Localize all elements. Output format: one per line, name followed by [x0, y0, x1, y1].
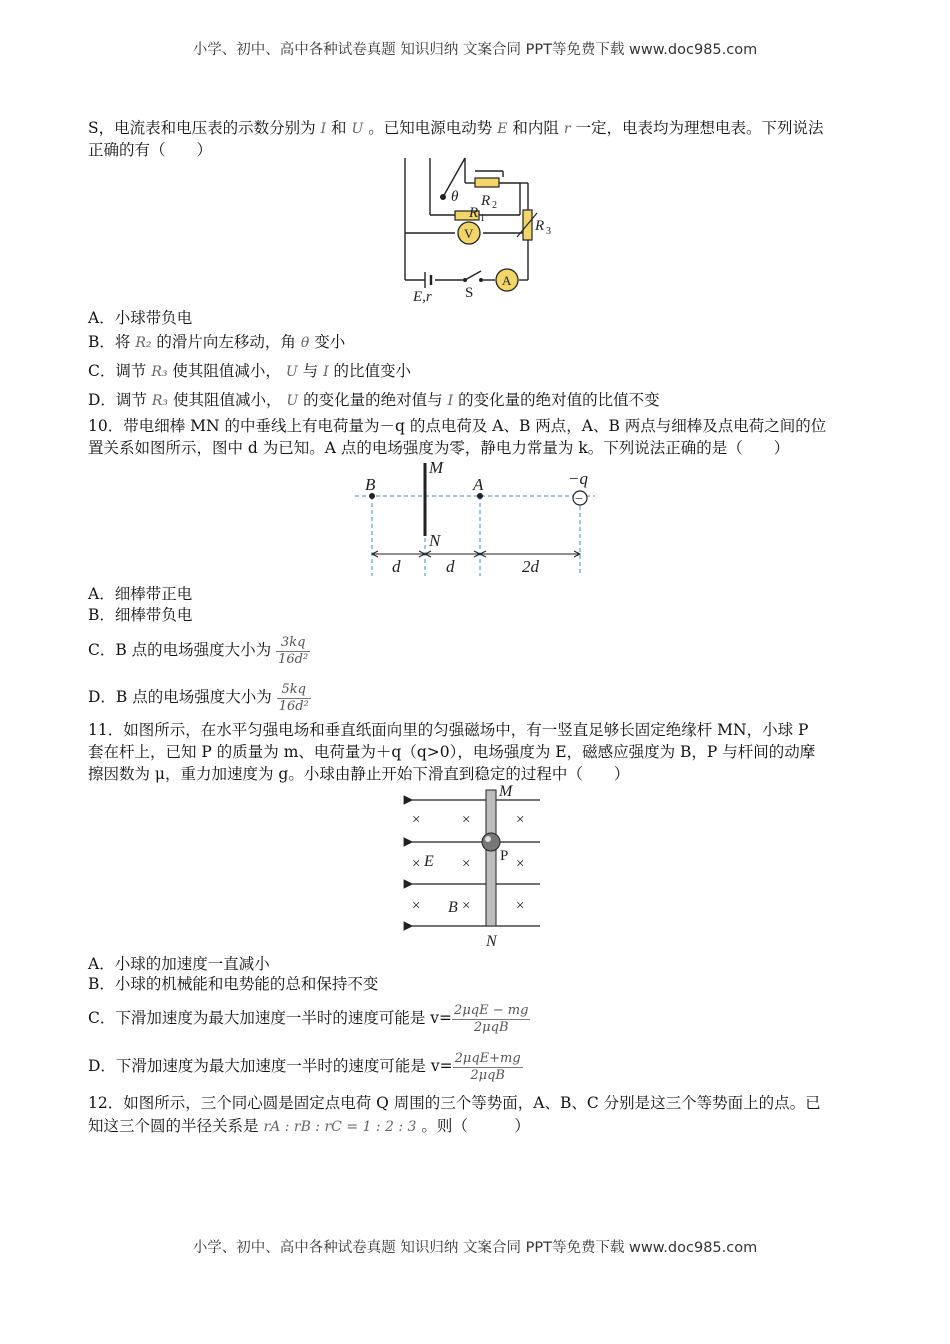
text: 使其阻值减小，	[172, 362, 281, 380]
text: D．下滑加速度为最大加速度一半时的速度可能是 v=	[88, 1057, 453, 1075]
q10-option-d	[88, 677, 311, 717]
q9-option-c	[88, 361, 411, 382]
cross-6: ×	[516, 856, 525, 872]
r1-sub: 1	[480, 213, 485, 224]
cross-3: ×	[516, 812, 525, 828]
q12-stem-line2	[88, 1116, 530, 1137]
numerator: 2μqE+mg	[454, 1050, 521, 1066]
numerator: 5kq	[277, 682, 311, 699]
numerator: 3kq	[276, 635, 310, 652]
minus-sign: −	[575, 492, 583, 507]
symbol-E: E	[497, 121, 508, 137]
q11-field-figure	[400, 780, 550, 952]
radius-ratio: rA : rB : rC = 1 : 2 : 3	[263, 1119, 417, 1135]
symbol: R₂	[135, 335, 152, 351]
field-b-label: B	[448, 899, 458, 916]
denominator: 2μqB	[473, 1019, 509, 1035]
text: 。则（ ）	[421, 1117, 530, 1135]
q12-stem-line1: 12．如图所示，三个同心圆是固定点电荷 Q 周围的三个等势面，A、B、C 分别是这三个等势面上的点。已	[88, 1094, 821, 1112]
fraction	[452, 1003, 530, 1036]
symbol-r: r	[563, 121, 571, 137]
q10-option-c	[88, 630, 310, 670]
fraction	[453, 1051, 523, 1084]
q10-stem-line2: 置关系如图所示，图中 d 为已知。A 点的电场强度为零，静电力常量为 k。下列说法正确的是（ ）	[88, 439, 790, 457]
text: 一定，电表均为理想电表。下列说法	[575, 119, 824, 137]
r3-sub: 3	[546, 226, 551, 237]
r2-label: R	[481, 193, 491, 209]
cross-9: ×	[516, 898, 525, 914]
denominator: 2μqB	[470, 1067, 505, 1083]
r2-sub: 2	[492, 200, 497, 211]
rod-end-m: M	[429, 458, 444, 477]
text: D．调节	[88, 391, 147, 409]
text: 的滑片向左移动，角	[156, 333, 296, 351]
symbol: R₃	[151, 393, 169, 409]
q11-option-d	[88, 1046, 523, 1086]
r1-label: R	[469, 205, 479, 221]
cross-5: ×	[462, 856, 471, 872]
distance-2d: 2d	[522, 557, 539, 576]
q9-option-a: A．小球带负电	[88, 309, 193, 327]
denominator: 16d²	[278, 698, 309, 714]
cross-2: ×	[462, 812, 471, 828]
q10-option-a: A．细棒带正电	[88, 585, 193, 603]
q11-stem-line3: 擦因数为 μ，重力加速度为 g。小球由静止开始下滑直到稳定的过程中（ ）	[88, 765, 630, 783]
cross-7: ×	[412, 898, 421, 914]
theta-label: θ	[451, 189, 459, 205]
text: S，电流表和电压表的示数分别为	[88, 119, 316, 137]
rod-end-n: N	[486, 933, 497, 950]
rod-end-n: N	[429, 531, 441, 550]
point-a: A	[473, 475, 484, 494]
text: 的比值变小	[333, 362, 412, 380]
text: B．将	[88, 333, 131, 351]
fraction	[277, 682, 311, 715]
text: C．下滑加速度为最大加速度一半时的速度可能是 v=	[88, 1009, 453, 1027]
emf-label: E,r	[413, 289, 432, 305]
text: C．B 点的电场强度大小为	[88, 641, 272, 659]
text: 的变化量的绝对值与	[303, 391, 443, 409]
symbol: U	[286, 393, 299, 409]
charge-label: −q	[568, 469, 588, 488]
symbol: θ	[300, 335, 310, 351]
text: 。已知电源电动势	[368, 119, 493, 137]
symbol: R₃	[151, 364, 168, 380]
ball-p-label: P	[500, 848, 509, 864]
q11-option-c	[88, 998, 530, 1038]
q11-option-b: B．小球的机械能和电势能的总和保持不变	[88, 975, 379, 993]
q11-stem-line1: 11．如图所示，在水平匀强电场和垂直纸面向里的匀强磁场中，有一竖直足够长固定绝缘杆 MN，小球 P	[88, 721, 809, 739]
numerator: 2μqE − mg	[454, 1002, 529, 1018]
fraction	[276, 635, 310, 668]
denominator: 16d²	[278, 651, 309, 667]
text: 和内阻	[512, 119, 559, 137]
q10-option-b: B．细棒带负电	[88, 606, 193, 624]
text: 和	[331, 119, 347, 137]
text: D．B 点的电场强度大小为	[88, 688, 272, 706]
text: 知这三个圆的半径关系是	[88, 1117, 259, 1135]
rod-end-m: M	[499, 783, 513, 800]
text: 与	[302, 362, 319, 380]
cross-8: ×	[462, 898, 471, 914]
q11-option-a: A．小球的加速度一直减小	[88, 955, 270, 973]
voltmeter-label: V	[464, 226, 474, 241]
page-header: 小学、初中、高中各种试卷真题 知识归纳 文案合同 PPT等免费下载 www.doc985.com	[192, 42, 758, 58]
symbol-U: U	[351, 121, 364, 137]
symbol: I	[323, 364, 329, 380]
symbol-I: I	[320, 121, 327, 137]
page-footer: 小学、初中、高中各种试卷真题 知识归纳 文案合同 PPT等免费下载 www.doc985.com	[192, 1240, 758, 1256]
distance-d2: d	[446, 557, 455, 576]
q9-stem-line1	[88, 118, 823, 139]
q9-option-d	[88, 390, 660, 411]
q9-circuit-figure	[395, 155, 565, 305]
q9-stem-line2: 正确的有（ ）	[88, 141, 213, 159]
symbol: I	[447, 393, 454, 409]
symbol: U	[285, 364, 298, 380]
point-b: B	[365, 475, 376, 494]
cross-1: ×	[412, 812, 421, 828]
field-e-label: E	[424, 853, 434, 870]
cross-4: ×	[412, 856, 421, 872]
switch-label: S	[465, 285, 474, 301]
q9-option-b	[88, 332, 345, 353]
q10-stem-line1: 10．带电细棒 MN 的中垂线上有电荷量为－q 的点电荷及 A、B 两点，A、B 两点与细棒及点电荷之间的位	[88, 417, 827, 435]
ammeter-label: A	[502, 273, 512, 288]
q10-rod-figure	[350, 458, 600, 580]
text: 的变化量的绝对值的比值不变	[458, 391, 660, 409]
distance-d1: d	[392, 557, 401, 576]
text: 变小	[314, 333, 346, 351]
text: C．调节	[88, 362, 147, 380]
text: 使其阻值减小，	[172, 391, 282, 409]
r3-label: R	[535, 218, 545, 234]
q11-stem-line2: 套在杆上，已知 P 的质量为 m、电荷量为＋q（q>0），电场强度为 E，磁感应强度为 B，P 与杆间的动摩	[88, 743, 816, 761]
